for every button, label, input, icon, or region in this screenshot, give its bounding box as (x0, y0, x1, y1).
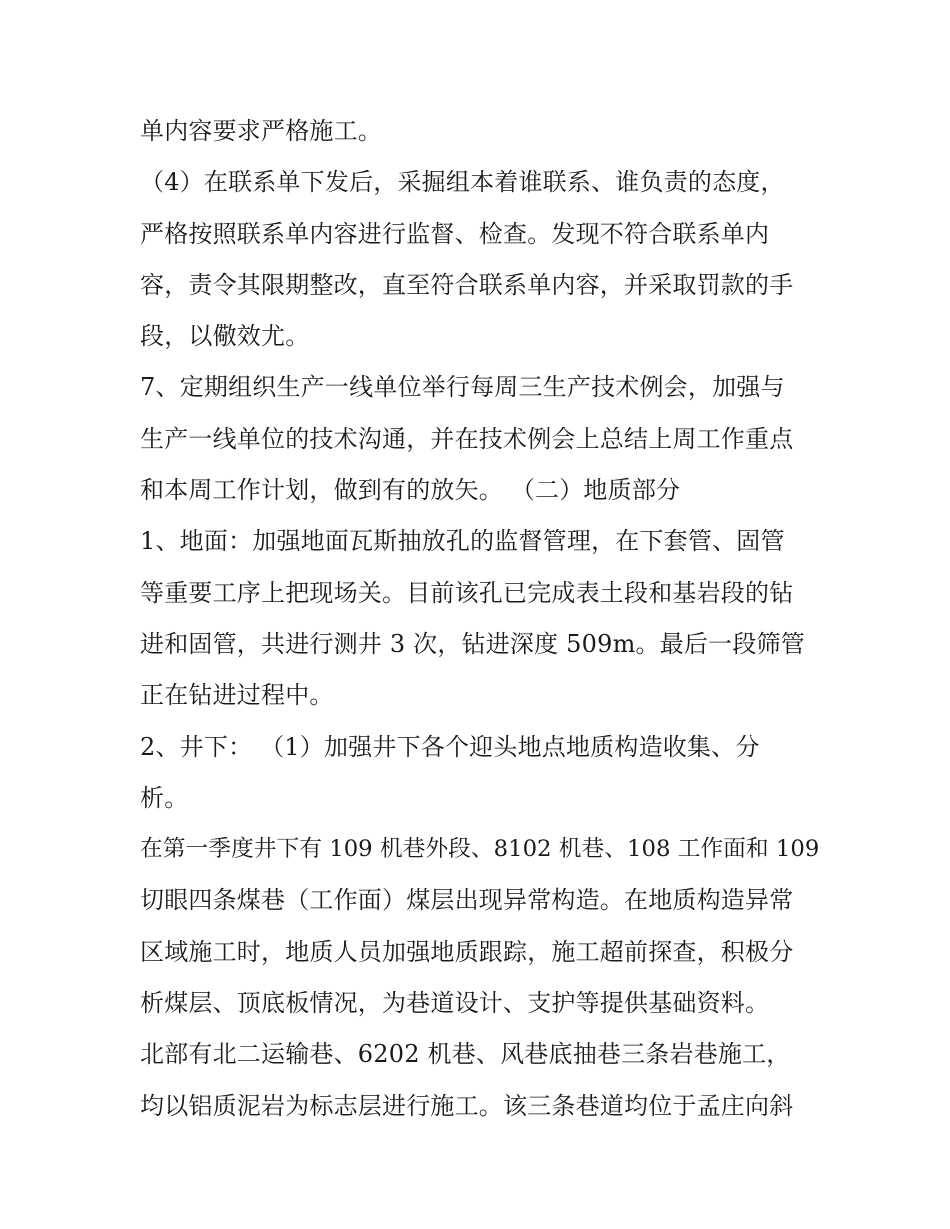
text-line: 单内容要求严格施工。 (140, 117, 382, 145)
text-line: 析。 (140, 783, 189, 812)
text-line: 切眼四条煤巷（工作面）煤层出现异常构造。在地质构造异常 (140, 886, 794, 915)
text-line: 等重要工序上把现场关。目前该孔已完成表土段和基岩段的钻 (140, 578, 794, 607)
text-line: 段，以儆效尤。 (140, 322, 310, 351)
text-line: 1、地面：加强地面瓦斯抽放孔的监督管理，在下套管、固管 (140, 527, 785, 556)
text-line: 正在钻进过程中。 (140, 681, 334, 710)
text-line: 容，责令其限期整改，直至符合联系单内容，并采取罚款的手 (140, 270, 794, 299)
text-line: 7、定期组织生产一线单位举行每周三生产技术例会，加强与 (140, 373, 785, 402)
text-line: 进和固管，共进行测井 3 次，钻进深度 509m。最后一段筛管 (140, 629, 805, 658)
text-line: 和本周工作计划，做到有的放矢。 （二）地质部分 (140, 476, 681, 505)
text-line: 2、井下： （1）加强井下各个迎头地点地质构造收集、分 (140, 732, 760, 761)
text-line: 生产一线单位的技术沟通，并在技术例会上总结上周工作重点 (140, 424, 794, 453)
text-line: （4）在联系单下发后，采掘组本着谁联系、谁负责的态度， (140, 168, 785, 197)
body-text (140, 106, 820, 1132)
text-line: 在第一季度井下有 109 机巷外段、8102 机巷、108 工作面和 109 (140, 836, 820, 863)
text-line: 严格按照联系单内容进行监督、检查。发现不符合联系单内 (140, 219, 770, 248)
text-line: 析煤层、顶底板情况，为巷道设计、支护等提供基础资料。 (140, 989, 770, 1018)
text-line: 均以铝质泥岩为标志层进行施工。该三条巷道均位于孟庄向斜 (140, 1091, 794, 1120)
text-line: 区域施工时，地质人员加强地质跟踪，施工超前探查，积极分 (140, 937, 794, 966)
text-line: 北部有北二运输巷、6202 机巷、风巷底抽巷三条岩巷施工， (140, 1040, 791, 1069)
